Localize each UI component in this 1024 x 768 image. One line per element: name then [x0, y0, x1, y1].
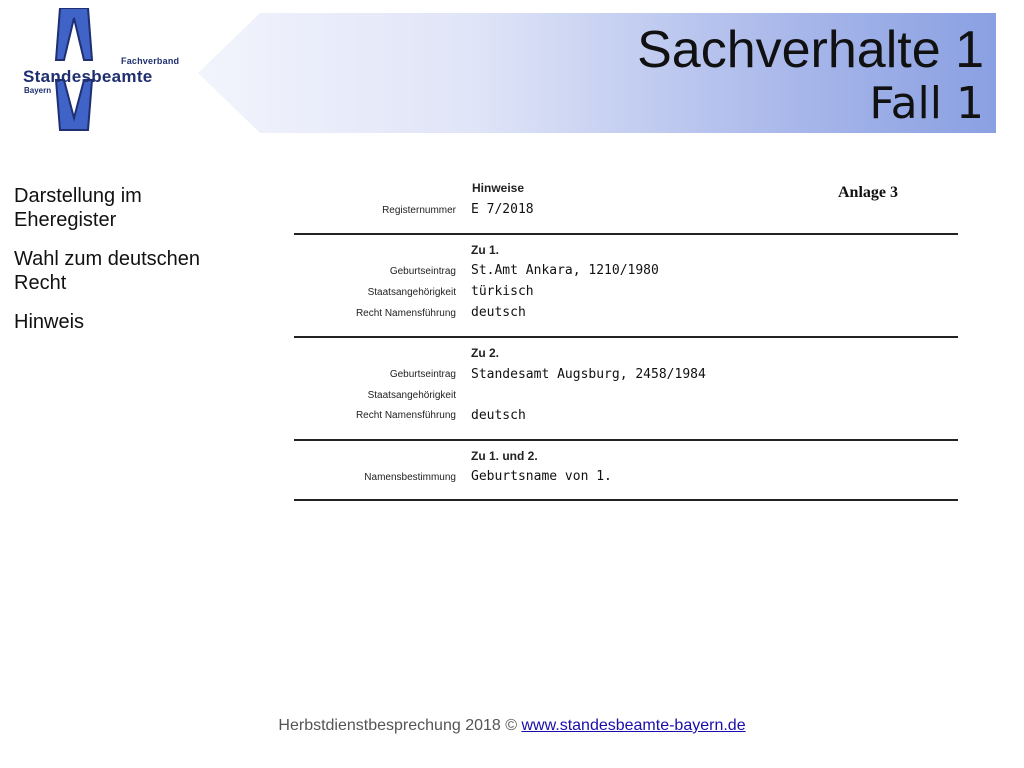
row-value: St.Amt Ankara, 1210/1980 [471, 263, 659, 278]
row-label: Geburtseintrag [389, 369, 456, 380]
page-subtitle: Fall 1 [869, 78, 984, 129]
bullet-list [14, 184, 239, 349]
row-label: Staatsangehörigkeit [367, 287, 456, 298]
row-value: Standesamt Augsburg, 2458/1984 [471, 367, 706, 382]
row-label: Recht Namensführung [355, 308, 456, 319]
registernummer-value: E 7/2018 [471, 202, 534, 217]
bullet-item: Darstellung im Eheregister [14, 185, 142, 231]
doc-anlage: Anlage 3 [838, 184, 898, 201]
registernummer-label: Registernummer [382, 205, 456, 216]
logo-bayern: Bayern [24, 86, 52, 95]
divider [294, 336, 958, 338]
section-title: Zu 1. und 2. [471, 449, 538, 463]
row-value: deutsch [471, 305, 526, 320]
bullet-item: Wahl zum deutschen Recht [14, 248, 201, 294]
row-label: Recht Namensführung [355, 410, 456, 421]
divider [294, 439, 958, 441]
row-label: Staatsangehörigkeit [367, 390, 456, 401]
bullet-item: Hinweis [14, 311, 85, 333]
doc-heading: Hinweise [472, 181, 525, 195]
row-label: Geburtseintrag [389, 266, 456, 277]
section-title: Zu 1. [471, 243, 500, 257]
row-value: Geburtsname von 1. [471, 469, 612, 484]
row-value: türkisch [471, 284, 534, 299]
row-value: deutsch [471, 408, 526, 423]
divider [294, 499, 958, 501]
scanned-document [260, 150, 980, 540]
logo-standesbeamte: Standesbeamte [23, 67, 153, 86]
section-title: Zu 2. [471, 346, 500, 360]
footer [0, 717, 1024, 735]
logo [18, 8, 180, 132]
divider [294, 233, 958, 235]
footer-link[interactable]: www.standesbeamte-bayern.de [521, 717, 746, 734]
row-label: Namensbestimmung [364, 472, 456, 483]
footer-text: Herbstdienstbesprechung 2018 © [278, 717, 522, 734]
logo-fachverband: Fachverband [121, 56, 180, 66]
page-title: Sachverhalte 1 [637, 21, 984, 79]
